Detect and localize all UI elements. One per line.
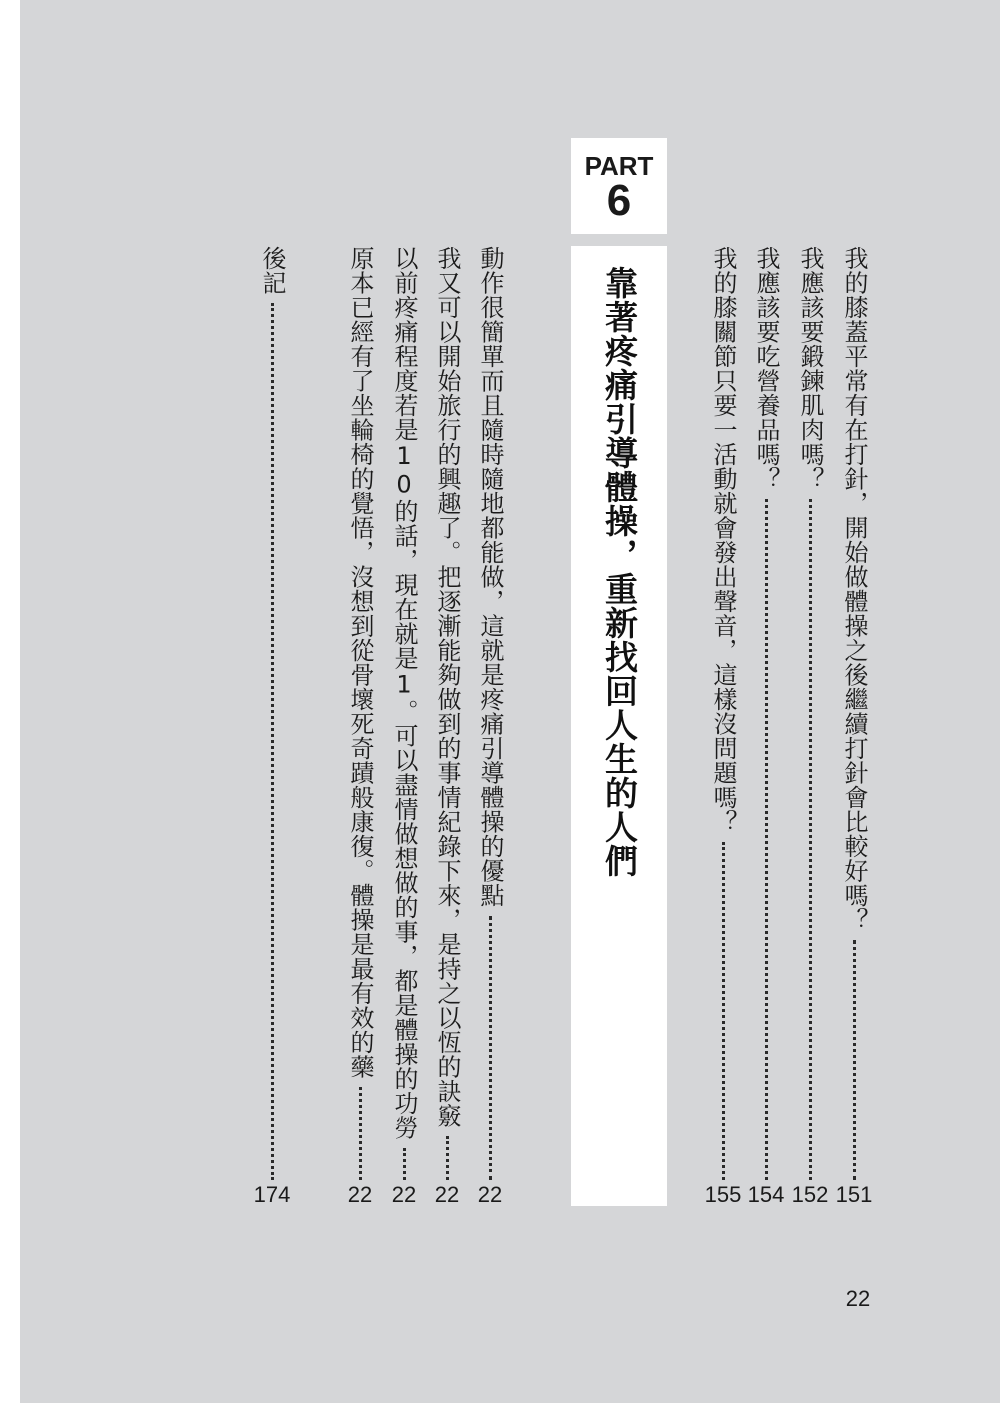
toc-entry-title: 我應該要鍛鍊肌肉嗎？ [796, 246, 824, 491]
leader-dots [809, 499, 812, 1180]
leader-dots [359, 1087, 362, 1180]
toc-entry[interactable] [257, 246, 287, 1186]
toc-page-number: 174 [253, 1182, 291, 1207]
leader-dots [271, 303, 274, 1180]
toc-entry[interactable] [795, 246, 825, 1186]
toc-entry-title: 我又可以開始旅行的興趣了。把逐漸能夠做到的事情紀錄下來，是持之以恆的訣竅 [433, 246, 461, 1128]
toc-entry-title: 我的膝蓋平常有在打針，開始做體操之後繼續打針會比較好嗎？ [840, 246, 868, 932]
toc-entry[interactable] [708, 246, 738, 1186]
folio-page-number: 22 [845, 1286, 871, 1311]
toc-page-number: 155 [704, 1182, 742, 1207]
toc-page-number: 22 [347, 1182, 373, 1207]
leader-dots [403, 1148, 406, 1180]
part-number: 6 [606, 176, 632, 225]
part-title-panel [571, 246, 667, 1206]
toc-page-number: 151 [835, 1182, 873, 1207]
toc-page [20, 0, 1000, 1403]
toc-entry[interactable] [345, 246, 375, 1186]
toc-entry-title: 我應該要吃營養品嗎？ [752, 246, 780, 491]
toc-page-number: 154 [747, 1182, 785, 1207]
toc-entry[interactable] [432, 246, 462, 1186]
toc-page-number: 22 [434, 1182, 460, 1207]
toc-page-number: 22 [391, 1182, 417, 1207]
leader-dots [765, 499, 768, 1180]
toc-entry-title: 我的膝關節只要一活動就會發出聲音，這樣沒問題嗎？ [709, 246, 737, 834]
toc-entry-title: 以前疼痛程度若是10的話，現在就是1。可以盡情做想做的事，都是體操的功勞 [390, 246, 418, 1140]
leader-dots [446, 1136, 449, 1180]
part-label: PART [584, 151, 654, 181]
toc-entry[interactable] [751, 246, 781, 1186]
toc-page-number: 22 [477, 1182, 503, 1207]
toc-entry[interactable] [839, 246, 869, 1186]
toc-entry-title: 原本已經有了坐輪椅的覺悟，沒想到從骨壞死奇蹟般康復。體操是最有效的藥 [346, 246, 374, 1079]
toc-entry-title: 後記 [258, 246, 286, 295]
toc-entry[interactable] [475, 246, 505, 1186]
toc-page-number: 152 [791, 1182, 829, 1207]
part-title: 靠著疼痛引導體操，重新找回人生的人們 [600, 266, 639, 878]
toc-entry-title: 動作很簡單而且隨時隨地都能做，這就是疼痛引導體操的優點 [476, 246, 504, 908]
leader-dots [853, 940, 856, 1180]
leader-dots [722, 842, 725, 1180]
toc-entry[interactable] [389, 246, 419, 1186]
leader-dots [489, 916, 492, 1181]
part-marker [571, 138, 667, 234]
